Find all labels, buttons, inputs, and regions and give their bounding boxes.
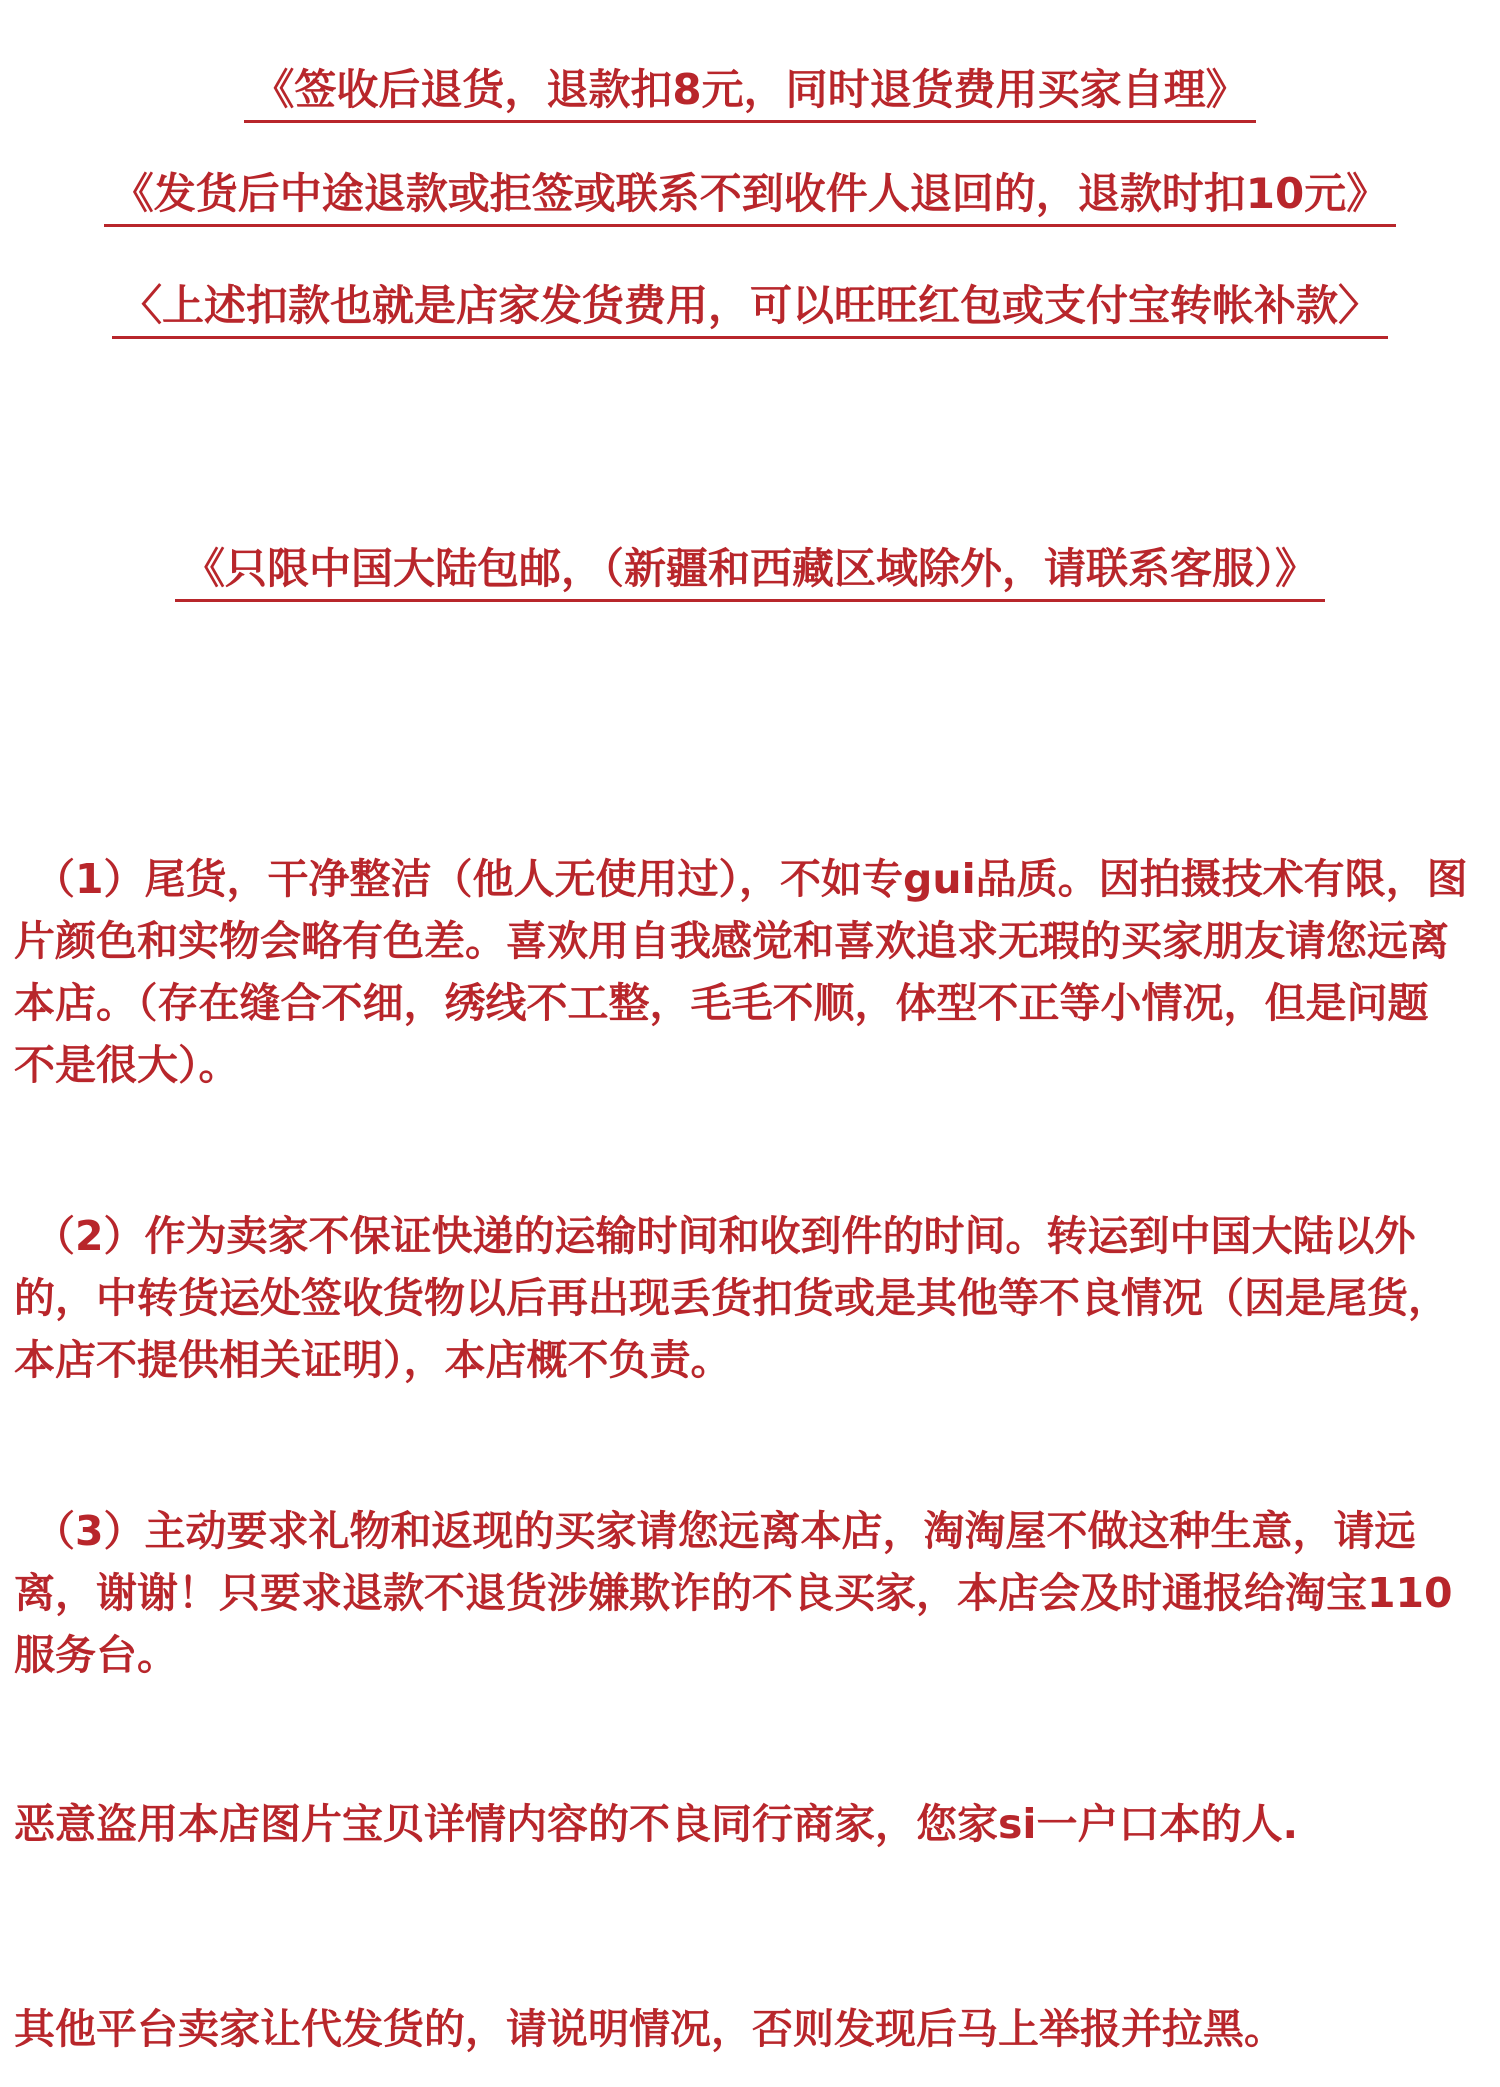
- return-policy-notice: [0, 62, 1500, 123]
- term-item-2: （2）作为卖家不保证快递的运输时间和收到件的时间。转运到中国大陆以外的，中转货运处签收货物以后再出现丢货扣货或是其他等不良情况（因是尾货，本店不提供相关证明），本店概不负责。: [14, 1212, 1449, 1384]
- free-shipping-notice: [0, 541, 1500, 602]
- in-transit-refund-notice: [0, 166, 1500, 227]
- deduction-text: 〈上述扣款也就是店家发货费用，可以旺旺红包或支付宝转帐补款〉: [112, 278, 1388, 339]
- term-item-3: （3）主动要求礼物和返现的买家请您远离本店，淘淘屋不做这种生意，请远离，谢谢！只要求退款不退货涉嫌欺诈的不良买家，本店会及时通报给淘宝110服务台。: [14, 1507, 1453, 1679]
- term-item-1: （1）尾货，干净整洁（他人无使用过），不如专gui品质。因拍摄技术有限，图片颜色和实物会略有色差。喜欢用自我感觉和喜欢追求无瑕的买家朋友请您远离本店。（存在缝合不细，绣线不工整，毛毛不顺，体型不正等小情况，但是问题不是很大）。: [14, 855, 1468, 1089]
- deduction-notice: [0, 278, 1500, 339]
- image-theft-warning: 恶意盗用本店图片宝贝详情内容的不良同行商家，您家si一户口本的人.: [14, 1800, 1299, 1848]
- dropshipping-warning: 其他平台卖家让代发货的，请说明情况，否则发现后马上举报并拉黑。: [14, 2005, 1285, 2053]
- free-shipping-text: 《只限中国大陆包邮，（新疆和西藏区域除外，请联系客服）》: [175, 541, 1325, 602]
- return-policy-text: 《签收后退货，退款扣8元，同时退货费用买家自理》: [244, 62, 1255, 123]
- in-transit-refund-text: 《发货后中途退款或拒签或联系不到收件人退回的，退款时扣10元》: [104, 166, 1396, 227]
